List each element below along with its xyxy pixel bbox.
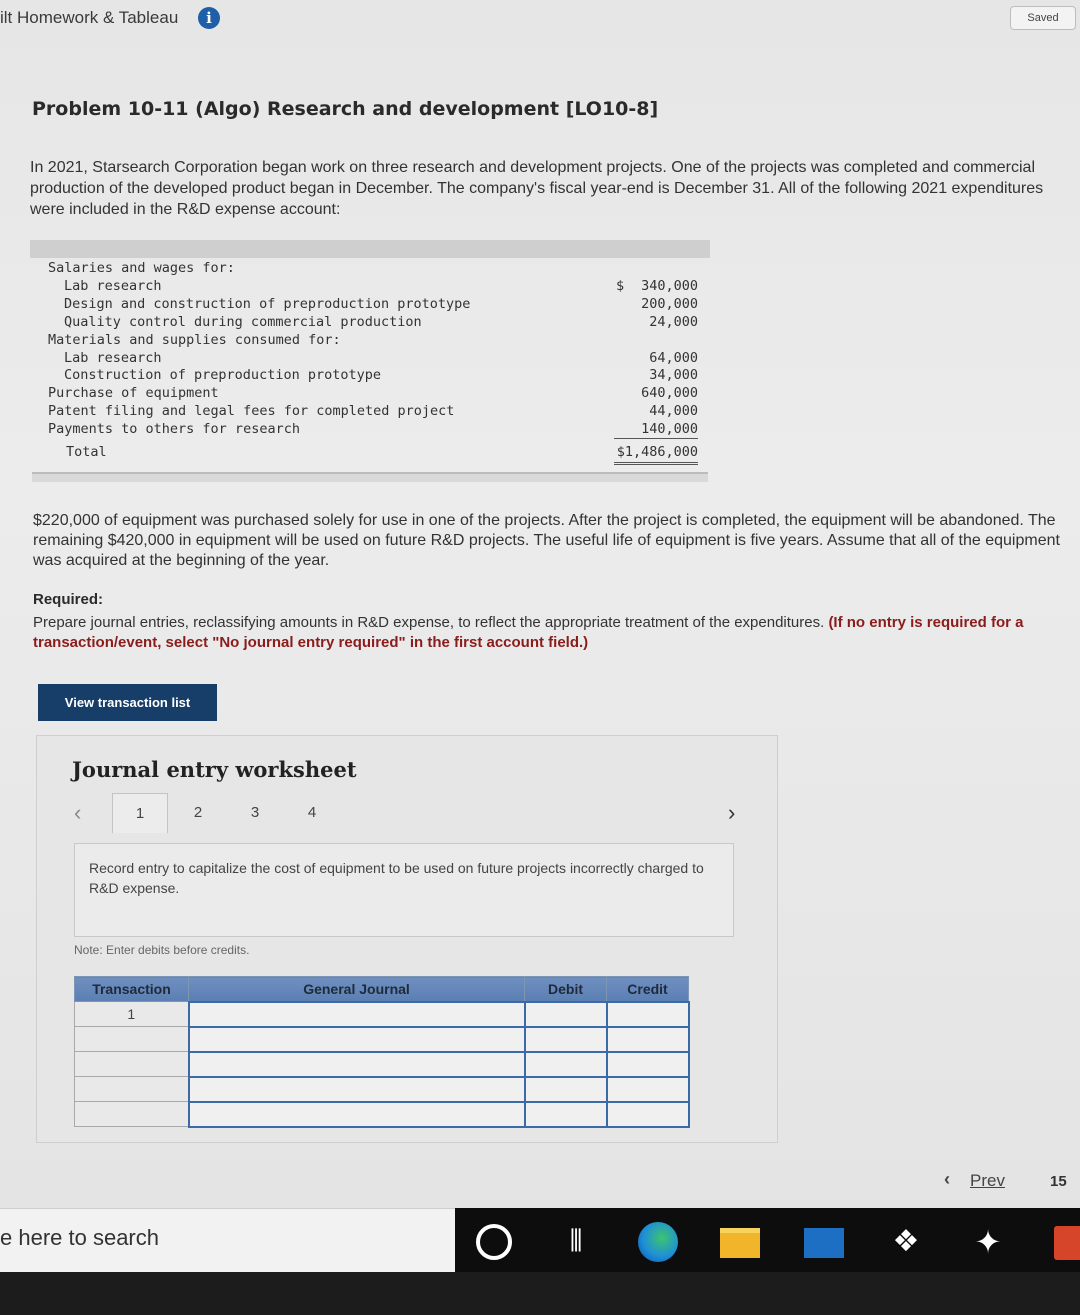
expense-label: Lab research: [64, 349, 162, 366]
expense-amount: 340,000: [641, 277, 698, 294]
expense-label: Construction of preproduction prototype: [64, 367, 381, 384]
view-transaction-list-button[interactable]: View transaction list: [38, 684, 217, 721]
transaction-cell: [75, 1077, 189, 1102]
expense-row: [30, 403, 710, 421]
expense-amount: 64,000: [649, 349, 698, 366]
expense-label: Materials and supplies consumed for:: [48, 331, 341, 348]
chevron-left-icon[interactable]: ‹: [74, 800, 82, 825]
expense-label: Quality control during commercial production: [64, 313, 422, 330]
debit-input[interactable]: [525, 1002, 607, 1027]
account-select[interactable]: [189, 1052, 525, 1077]
expense-label: Lab research: [64, 277, 162, 294]
credit-input[interactable]: [607, 1077, 689, 1102]
credit-input[interactable]: [607, 1027, 689, 1052]
expense-label: Payments to others for research: [48, 421, 300, 438]
taskbar: [0, 1208, 1080, 1315]
expense-amount: 24,000: [649, 313, 698, 330]
expense-total-row: [30, 444, 710, 462]
info-icon[interactable]: i: [198, 7, 220, 29]
debit-input[interactable]: [525, 1102, 607, 1127]
expense-label: Salaries and wages for:: [48, 260, 235, 276]
chevron-right-icon[interactable]: ›: [728, 800, 736, 825]
chevron-left-icon[interactable]: ‹: [944, 1169, 950, 1189]
page-number: 15: [1050, 1173, 1067, 1190]
expense-row: [30, 421, 710, 439]
total-double-rule: [614, 462, 698, 465]
account-select[interactable]: [189, 1102, 525, 1127]
app-title: ilt Homework & Tableau: [0, 8, 179, 27]
file-explorer-icon[interactable]: [720, 1228, 760, 1258]
tab-3[interactable]: 3: [250, 804, 260, 821]
table-row: [75, 1052, 689, 1077]
expense-label: Purchase of equipment: [48, 385, 219, 402]
saved-badge: Saved: [1010, 6, 1076, 30]
tab-1[interactable]: 1: [112, 793, 168, 833]
transaction-number: 1: [75, 1002, 189, 1027]
transaction-cell: [75, 1027, 189, 1052]
expense-row: [30, 260, 710, 278]
debit-input[interactable]: [525, 1052, 607, 1077]
currency-symbol: $: [616, 277, 625, 294]
column-transaction: Transaction: [75, 977, 189, 1002]
credit-input[interactable]: [607, 1102, 689, 1127]
required-label: Required:: [33, 591, 104, 608]
total-label: Total: [66, 444, 107, 460]
table-row: [75, 1027, 689, 1052]
app-icon[interactable]: ✦: [974, 1224, 1002, 1260]
mail-icon[interactable]: [804, 1228, 844, 1258]
expense-table-footer: [32, 472, 708, 482]
expense-amount: 640,000: [641, 385, 698, 402]
transaction-cell: [75, 1052, 189, 1077]
equipment-paragraph: $220,000 of equipment was purchased solely for use in one of the projects. After the project is completed, the equipment will be abandoned. The remaining $420,000 in equipment will be used on future R&D projects. The useful life of equipment is five years. Assume that all of the equipment was acquired at the beginning of the year.: [33, 512, 1060, 569]
prev-link[interactable]: Prev: [970, 1171, 1005, 1190]
expense-row: [30, 367, 710, 385]
task-view-icon[interactable]: ⫴: [569, 1225, 583, 1258]
table-row: [75, 1102, 689, 1127]
problem-title: Problem 10-11 (Algo) Research and development [LO10-8]: [32, 98, 659, 120]
required-note: (If no entry is required for a transaction/event, select "No journal entry required" in the first account field.): [33, 614, 1024, 651]
office-icon[interactable]: [1054, 1226, 1080, 1260]
expense-amount: 200,000: [641, 295, 698, 312]
expense-row: [30, 332, 710, 350]
required-instruction: Prepare journal entries, reclassifying amounts in R&D expense, to reflect the appropriate treatment of the expenditures.: [33, 614, 825, 631]
dropbox-icon[interactable]: ❖: [892, 1225, 920, 1258]
expense-amount: 44,000: [649, 403, 698, 420]
expense-table: [30, 240, 710, 484]
column-debit: Debit: [525, 977, 607, 1002]
expense-row: [30, 278, 710, 296]
taskbar-bottom: [0, 1272, 1080, 1315]
account-select[interactable]: [189, 1002, 525, 1027]
debit-input[interactable]: [525, 1027, 607, 1052]
search-placeholder: e here to search: [0, 1225, 159, 1250]
expense-row: [30, 314, 710, 332]
cortana-icon[interactable]: [476, 1224, 512, 1260]
worksheet-title: Journal entry worksheet: [72, 757, 357, 782]
credit-input[interactable]: [607, 1002, 689, 1027]
expense-row: [30, 385, 710, 403]
problem-intro: In 2021, Starsearch Corporation began work on three research and development projects. One of the projects was completed and commercial production of the developed product began in December. The company's fiscal year-end is December 31. All of the following 2021 expenditures were included in the R&D expense account:: [30, 159, 1044, 218]
taskbar-search[interactable]: [0, 1208, 455, 1272]
expense-row: [30, 296, 710, 314]
record-instruction-box: [74, 843, 734, 937]
transaction-cell: [75, 1102, 189, 1127]
table-row: [75, 1077, 689, 1102]
table-row: [75, 1002, 689, 1027]
expense-table-header: [30, 240, 710, 258]
expense-amount: 140,000: [641, 421, 698, 438]
tab-4[interactable]: 4: [307, 804, 317, 821]
subtotal-rule: [614, 438, 698, 439]
expense-row: [30, 350, 710, 368]
expense-label: Design and construction of preproduction prototype: [64, 295, 471, 312]
expense-amount: 34,000: [649, 367, 698, 384]
record-instruction-text: Record entry to capitalize the cost of equipment to be used on future projects incorrectly charged to R&D expense.: [89, 860, 704, 896]
required-text: [33, 613, 1080, 653]
debit-input[interactable]: [525, 1077, 607, 1102]
journal-table: [74, 976, 690, 1128]
expense-label: Patent filing and legal fees for completed project: [48, 403, 455, 420]
column-credit: Credit: [607, 977, 689, 1002]
total-amount: $1,486,000: [616, 444, 698, 460]
account-select[interactable]: [189, 1077, 525, 1102]
credit-input[interactable]: [607, 1052, 689, 1077]
account-select[interactable]: [189, 1027, 525, 1052]
top-bar: [0, 0, 1080, 38]
edge-browser-icon[interactable]: [638, 1222, 678, 1262]
tab-2[interactable]: 2: [193, 804, 203, 821]
debits-note: Note: Enter debits before credits.: [74, 943, 250, 957]
column-general-journal: General Journal: [189, 977, 525, 1002]
